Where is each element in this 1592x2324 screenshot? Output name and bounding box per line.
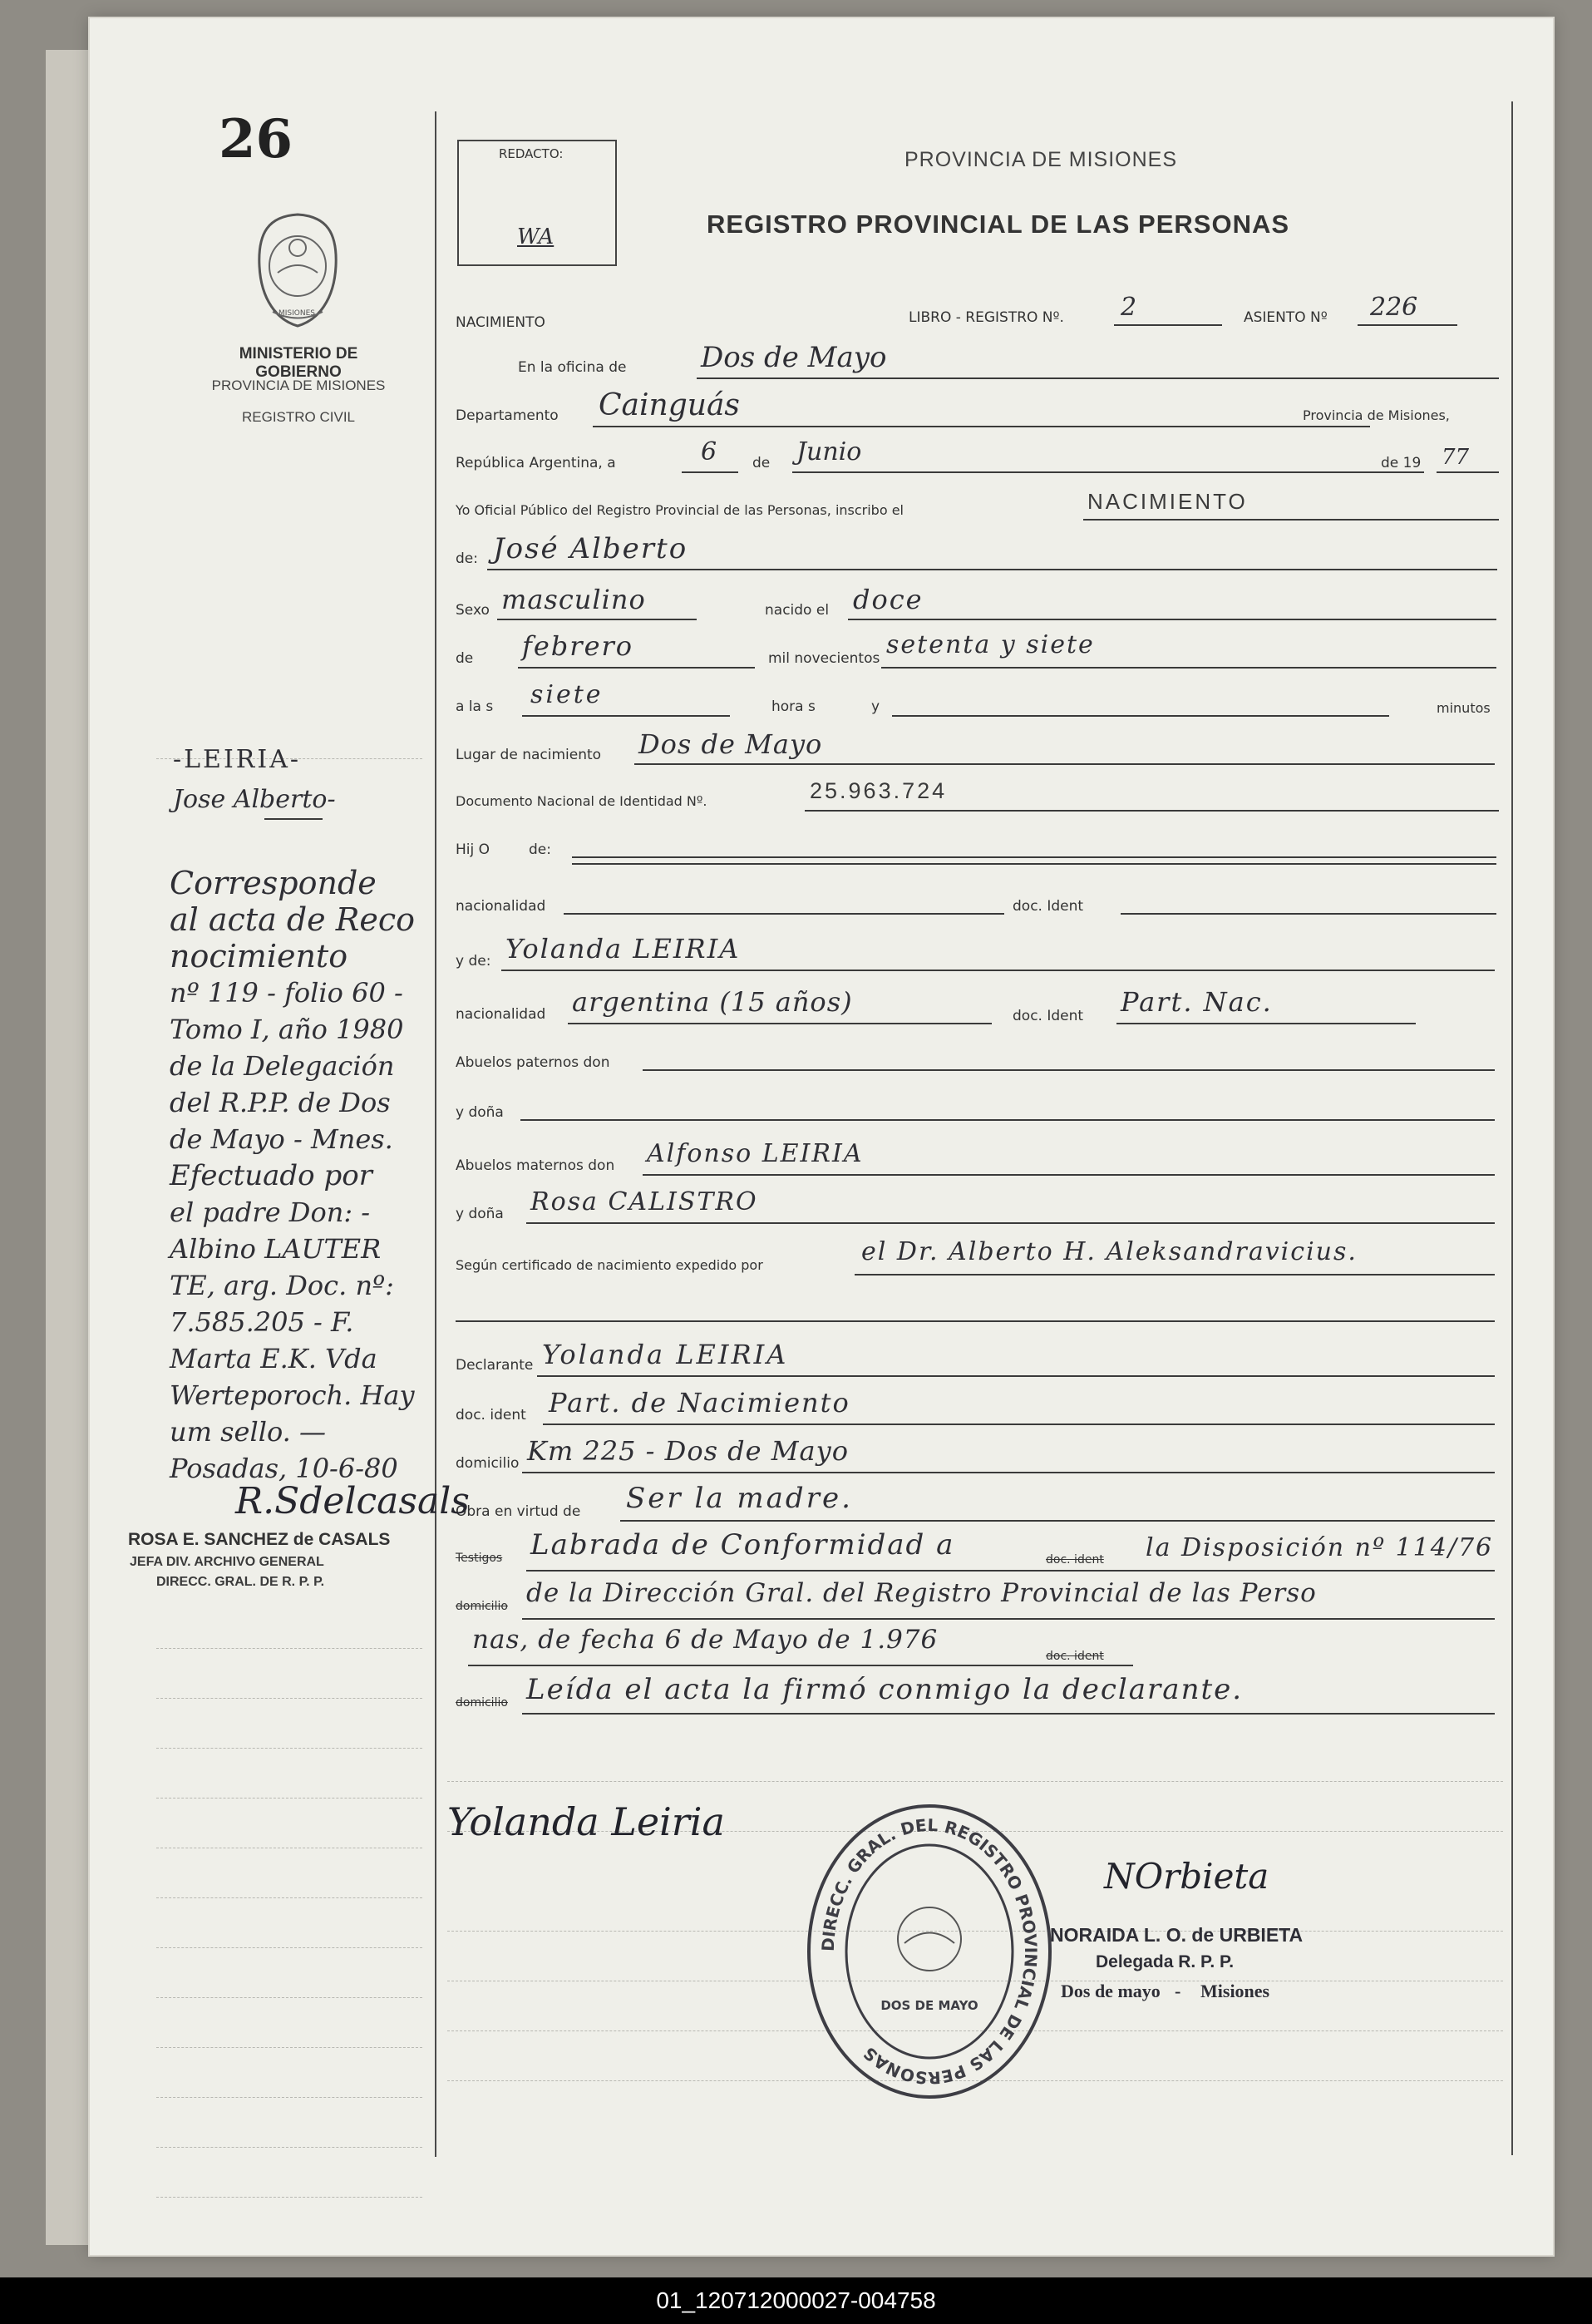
domicilio-struck2: domicilio [456,1696,508,1710]
y-dona-label: y doña [456,1104,504,1121]
abuela-mat-value: Rosa CALISTRO [530,1187,758,1216]
record-type-label: NACIMIENTO [456,314,545,331]
hijo-de-label: de: [529,841,551,858]
y-de-label: y de: [456,953,491,970]
abuelo-mat-value: Alfonso LEIRIA [647,1139,864,1168]
official-place: Dos de mayo [1061,1981,1161,2001]
document-page [90,18,1553,2255]
lugar-value: Dos de Mayo [638,728,823,760]
hijo-label: Hij O [456,841,490,858]
dni-value: 25.963.724 [810,778,948,803]
declarante-doc-value: Part. de Nacimiento [549,1387,850,1419]
asiento-label: ASIENTO Nº [1244,309,1328,326]
observ-line4: Leída el acta la firmó conmigo la declarante. [526,1673,1244,1706]
doc-ident-struck2: doc. ident [1046,1650,1104,1663]
margin-note-line: del R.P.P. de Dos [170,1087,391,1118]
official-name: NORAIDA L. O. de URBIETA [1050,1924,1304,1946]
doc-ident-label: doc. Ident [1013,898,1084,915]
y-label: y [871,698,880,715]
testigos-label: Testigos [456,1552,503,1565]
year-value: 77 [1442,445,1470,470]
observ-line2: de la Dirección Gral. del Registro Provincial de las Perso [526,1578,1317,1608]
de2-label: de [456,650,474,667]
margin-note-line: um sello. — [170,1416,326,1448]
declarante-label: Declarante [456,1357,534,1374]
oficina-value: Dos de Mayo [701,341,887,374]
margin-guide [156,2197,422,2198]
margin-note-line: Corresponde [170,865,377,901]
observ-line1b: la Disposición nº 114/76 [1146,1533,1494,1562]
margin-guide [156,1897,422,1898]
doc-ident-struck: doc. ident [1046,1553,1104,1567]
official-role: Delegada R. P. P. [1096,1952,1235,1971]
observ-line1: Labrada de Conformidad a [530,1528,955,1562]
frame-right-line [1511,101,1513,2155]
abuelos-mat-label: Abuelos maternos don [456,1157,615,1174]
departamento-label: Departamento [456,407,559,424]
observ-line3: nas, de fecha 6 de Mayo de 1.976 [472,1625,939,1655]
round-seal-text: DIRECC. GRAL. DEL REGISTRO PROVINCIAL DE LAS PERSONAS [817,1814,1042,2089]
margin-note-line: Marta E.K. Vda [170,1343,377,1374]
y-dona2-label: y doña [456,1206,504,1222]
round-seal-center: DOS DE MAYO [880,1998,978,2013]
redacto-initials: WA [517,225,554,249]
civil-registry: REGISTRO CIVIL [241,409,356,425]
domicilio-struck: domicilio [456,1600,508,1613]
hora-label: hora s [771,698,816,715]
margin-note-line: de la Delegación [170,1050,395,1082]
republica-label: República Argentina, a [456,455,616,471]
asiento-value: 226 [1370,293,1418,322]
mother-nat-value: argentina (15 años) [572,986,853,1018]
image-id: 01_120712000027-004758 [656,2287,936,2313]
dni-label: Documento Nacional de Identidad Nº. [456,793,707,809]
mil-label: mil novecientos [768,650,880,667]
margin-note-line: el padre Don: - [170,1197,371,1228]
margin-guide [156,1648,422,1649]
margin-guide [156,1947,422,1948]
doc-ident3-label: doc. ident [456,1407,526,1424]
image-id-bar [0,2277,1592,2324]
margin-note-line: nº 119 - folio 60 - [170,977,403,1009]
margin-note [170,865,444,1487]
stamp-dept: DIRECC. GRAL. DE R. P. P. [156,1575,325,1589]
lugar-label: Lugar de nacimiento [456,747,602,763]
certificado-value: el Dr. Alberto H. Aleksandravicius. [861,1237,1358,1266]
minutos-label: minutos [1437,700,1491,716]
seal-caption: MISIONES [278,309,316,318]
de-name-label: de: [456,550,478,567]
year-prefix: de 19 [1381,455,1422,471]
doc-ident2-label: doc. Ident [1013,1008,1084,1024]
margin-note-line: Albino LAUTER [170,1233,382,1265]
margin-guide [156,2147,422,2148]
nacido-value: doce [853,584,924,615]
birth-year-value: setenta y siete [886,630,1095,659]
round-seal-icon [801,1798,1058,2105]
margin-note-line: Efectuado por [170,1159,372,1192]
binding-edge [46,50,96,2245]
declarante-value: Yolanda LEIRIA [542,1339,789,1370]
margin-note-line: nocimiento [170,938,348,975]
ministry-title: MINISTERIO DE GOBIERNO [239,345,358,381]
abuelos-pat-label: Abuelos paternos don [456,1054,610,1071]
margin-guide [156,2047,422,2048]
alas-label: a la s [456,698,494,715]
oficial-label: Yo Oficial Público del Registro Provincial de las Personas, inscribo el [456,502,904,518]
province-heading: PROVINCIA DE MISIONES [904,148,1178,171]
svg-text:DIRECC. GRAL. DEL REGISTRO PRO [818,1815,1041,2088]
margin-guide [156,2097,422,2098]
hora-value: siete [530,680,604,709]
body-guide [447,1781,1503,1782]
day-value: 6 [701,437,717,466]
certificado-label: Según certificado de nacimiento expedido por [456,1257,763,1273]
margin-note-line: de Mayo - Mnes. [170,1123,393,1155]
ministry-province: PROVINCIA DE MISIONES [211,377,386,393]
registry-heading: REGISTRO PROVINCIAL DE LAS PERSONAS [707,210,1290,239]
departamento-value: Cainguás [599,388,740,422]
month-value: Junio [796,437,862,466]
official-signature: NOrbieta [1104,1856,1269,1897]
margin-guide [156,1698,422,1699]
margin-surname: -LEIRIA- [173,745,302,774]
libro-value: 2 [1121,293,1137,322]
official-dash: - [1175,1981,1181,2001]
domicilio-value: Km 225 - Dos de Mayo [527,1435,849,1467]
stamp-role: JEFA DIV. ARCHIVO GENERAL [130,1555,324,1569]
provincia-label: Provincia de Misiones, [1303,407,1450,423]
margin-note-line: Posadas, 10-6-80 [170,1453,398,1484]
redacto-box [457,140,617,266]
oficina-label: En la oficina de [518,359,627,376]
margin-note-line: Tomo I, año 1980 [170,1014,404,1045]
margin-note-line: TE, arg. Doc. nº: [170,1270,394,1301]
stamp-name: ROSA E. SANCHEZ de CASALS [128,1530,391,1549]
margin-guide [156,1997,422,1998]
name-value: José Alberto [493,532,688,565]
margin-note-line: 7.585.205 - F. [170,1306,354,1338]
page-number: 26 [219,108,293,170]
domicilio-label: domicilio [456,1455,520,1472]
sexo-value: masculino [501,584,646,615]
mother-value: Yolanda LEIRIA [505,933,741,965]
official-province: Misiones [1200,1981,1270,2001]
redacto-label: REDACTO: [499,146,564,161]
oficial-value: NACIMIENTO [1087,489,1248,514]
stamp-signature: R.Sdelcasals [235,1480,470,1522]
obra-label: Obra en virtud de [456,1503,581,1520]
margin-note-line: Werteporoch. Hay [170,1379,415,1411]
birth-month-value: febrero [522,630,634,662]
de-label: de [752,455,771,471]
obra-value: Ser la madre. [626,1482,853,1515]
margin-guide [156,1748,422,1749]
nacionalidad-label: nacionalidad [456,898,546,915]
sexo-label: Sexo [456,602,490,619]
nacido-label: nacido el [765,602,830,619]
declarante-signature: Yolanda Leiria [447,1799,725,1844]
margin-guide [156,1798,422,1799]
nacionalidad2-label: nacionalidad [456,1006,546,1023]
mother-doc-value: Part. Nac. [1121,986,1273,1018]
margin-note-line: al acta de Reco [170,901,415,938]
libro-label: LIBRO - REGISTRO Nº. [909,309,1064,326]
margin-given: Jose Alberto- [173,785,336,814]
